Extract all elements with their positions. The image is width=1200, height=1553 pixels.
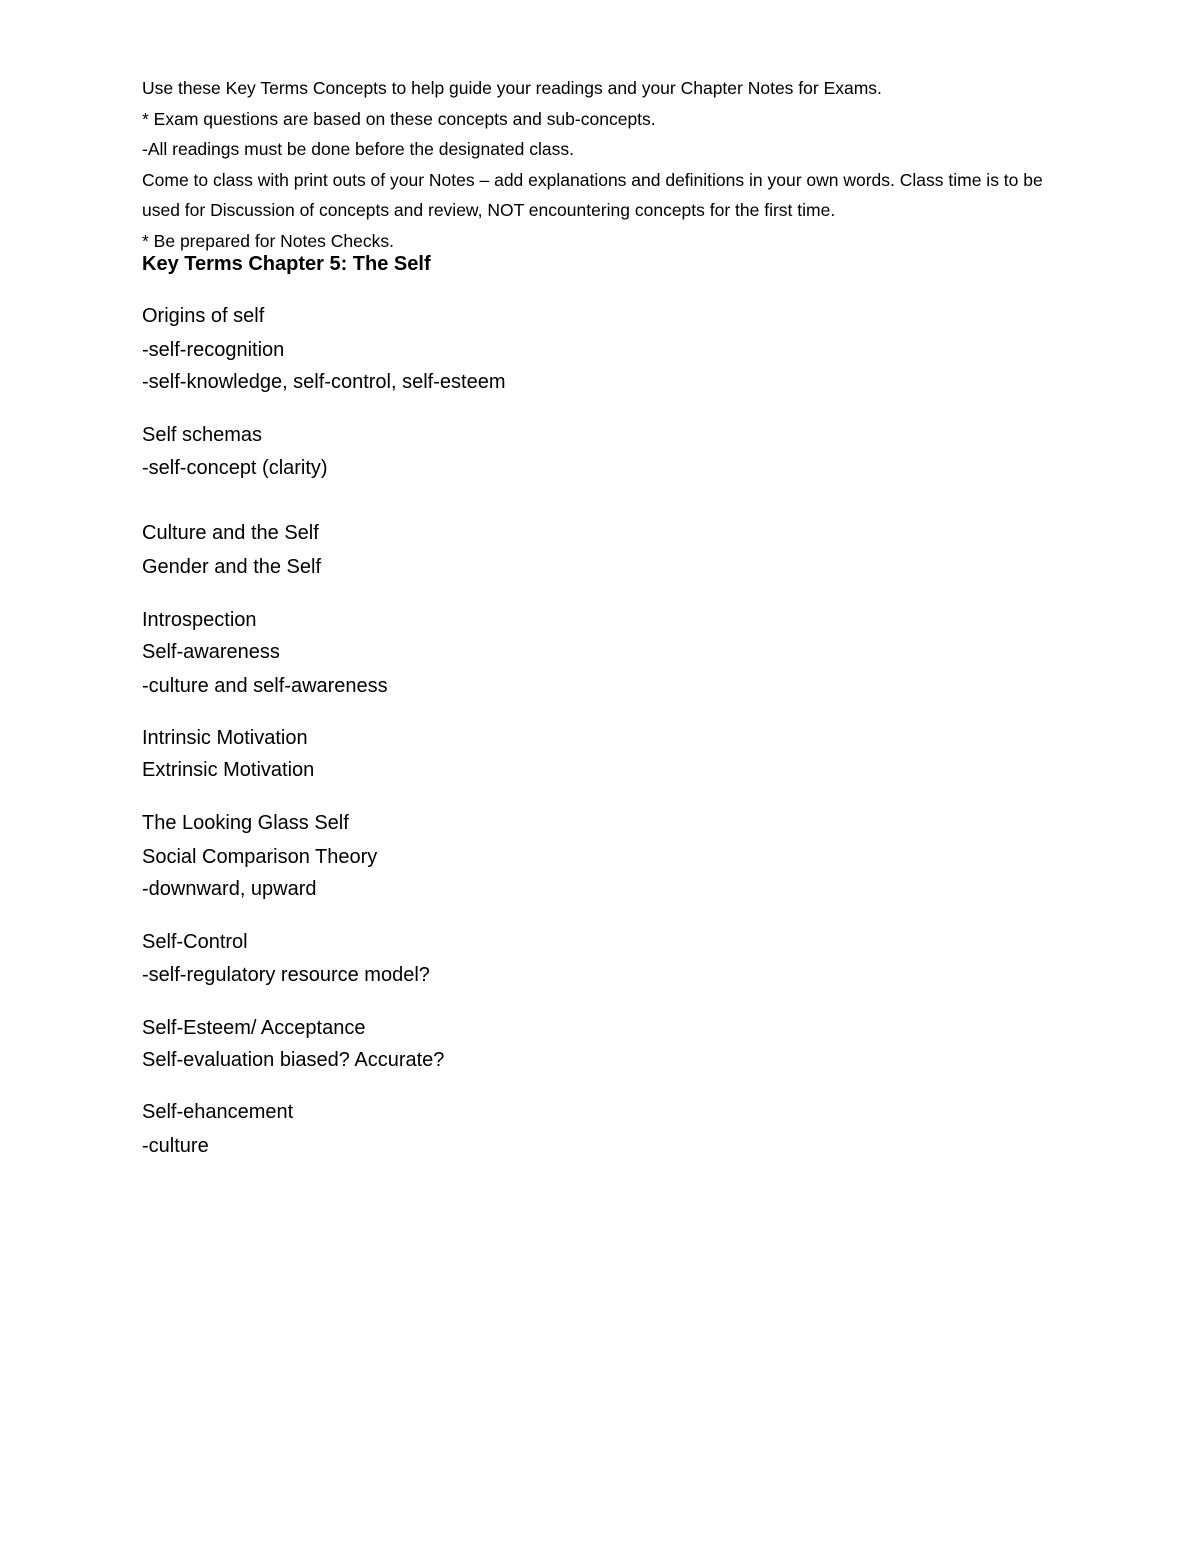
key-term: Intrinsic Motivation [142, 727, 308, 749]
key-term: Self-ehancement [142, 1101, 294, 1123]
key-term: Extrinsic Motivation [142, 759, 315, 781]
chapter-heading: Key Terms Chapter 5: The Self [142, 253, 431, 275]
sub-term: -self-recognition [142, 339, 285, 361]
key-term: Self-evaluation biased? Accurate? [142, 1049, 445, 1071]
key-term: Self-awareness [142, 641, 280, 663]
instruction-line: -All readings must be done before the designated class. [142, 139, 574, 159]
key-term: Self-Control [142, 931, 248, 953]
instruction-line: Use these Key Terms Concepts to help guide your readings and your Chapter Notes for Exams. [142, 78, 882, 98]
instruction-line: Come to class with print outs of your Notes – add explanations and definitions in your own words. Class time is to be used for Discussion of concepts and review, NOT encountering concepts for the first time. [142, 169, 1043, 220]
instruction-line: * Exam questions are based on these concepts and sub-concepts. [142, 108, 656, 129]
instructions-block [142, 73, 1072, 256]
key-term: Introspection [142, 609, 257, 631]
sub-term: -self-concept (clarity) [142, 457, 328, 479]
sub-term: -downward, upward [142, 878, 317, 900]
key-term: Origins of self [142, 305, 265, 327]
key-term: Self schemas [142, 424, 263, 446]
key-term: The Looking Glass Self [142, 812, 349, 834]
key-term: Self-Esteem/ Acceptance [142, 1017, 366, 1039]
key-term: Social Comparison Theory [142, 846, 378, 868]
key-term: Culture and the Self [142, 522, 319, 544]
sub-term: -self-regulatory resource model? [142, 964, 430, 986]
sub-term: -self-knowledge, self-control, self-esteem [142, 371, 506, 393]
instruction-line: * Be prepared for Notes Checks. [142, 230, 394, 251]
key-term: Gender and the Self [142, 556, 322, 578]
sub-term: -culture [142, 1135, 209, 1157]
sub-term: -culture and self-awareness [142, 675, 388, 697]
